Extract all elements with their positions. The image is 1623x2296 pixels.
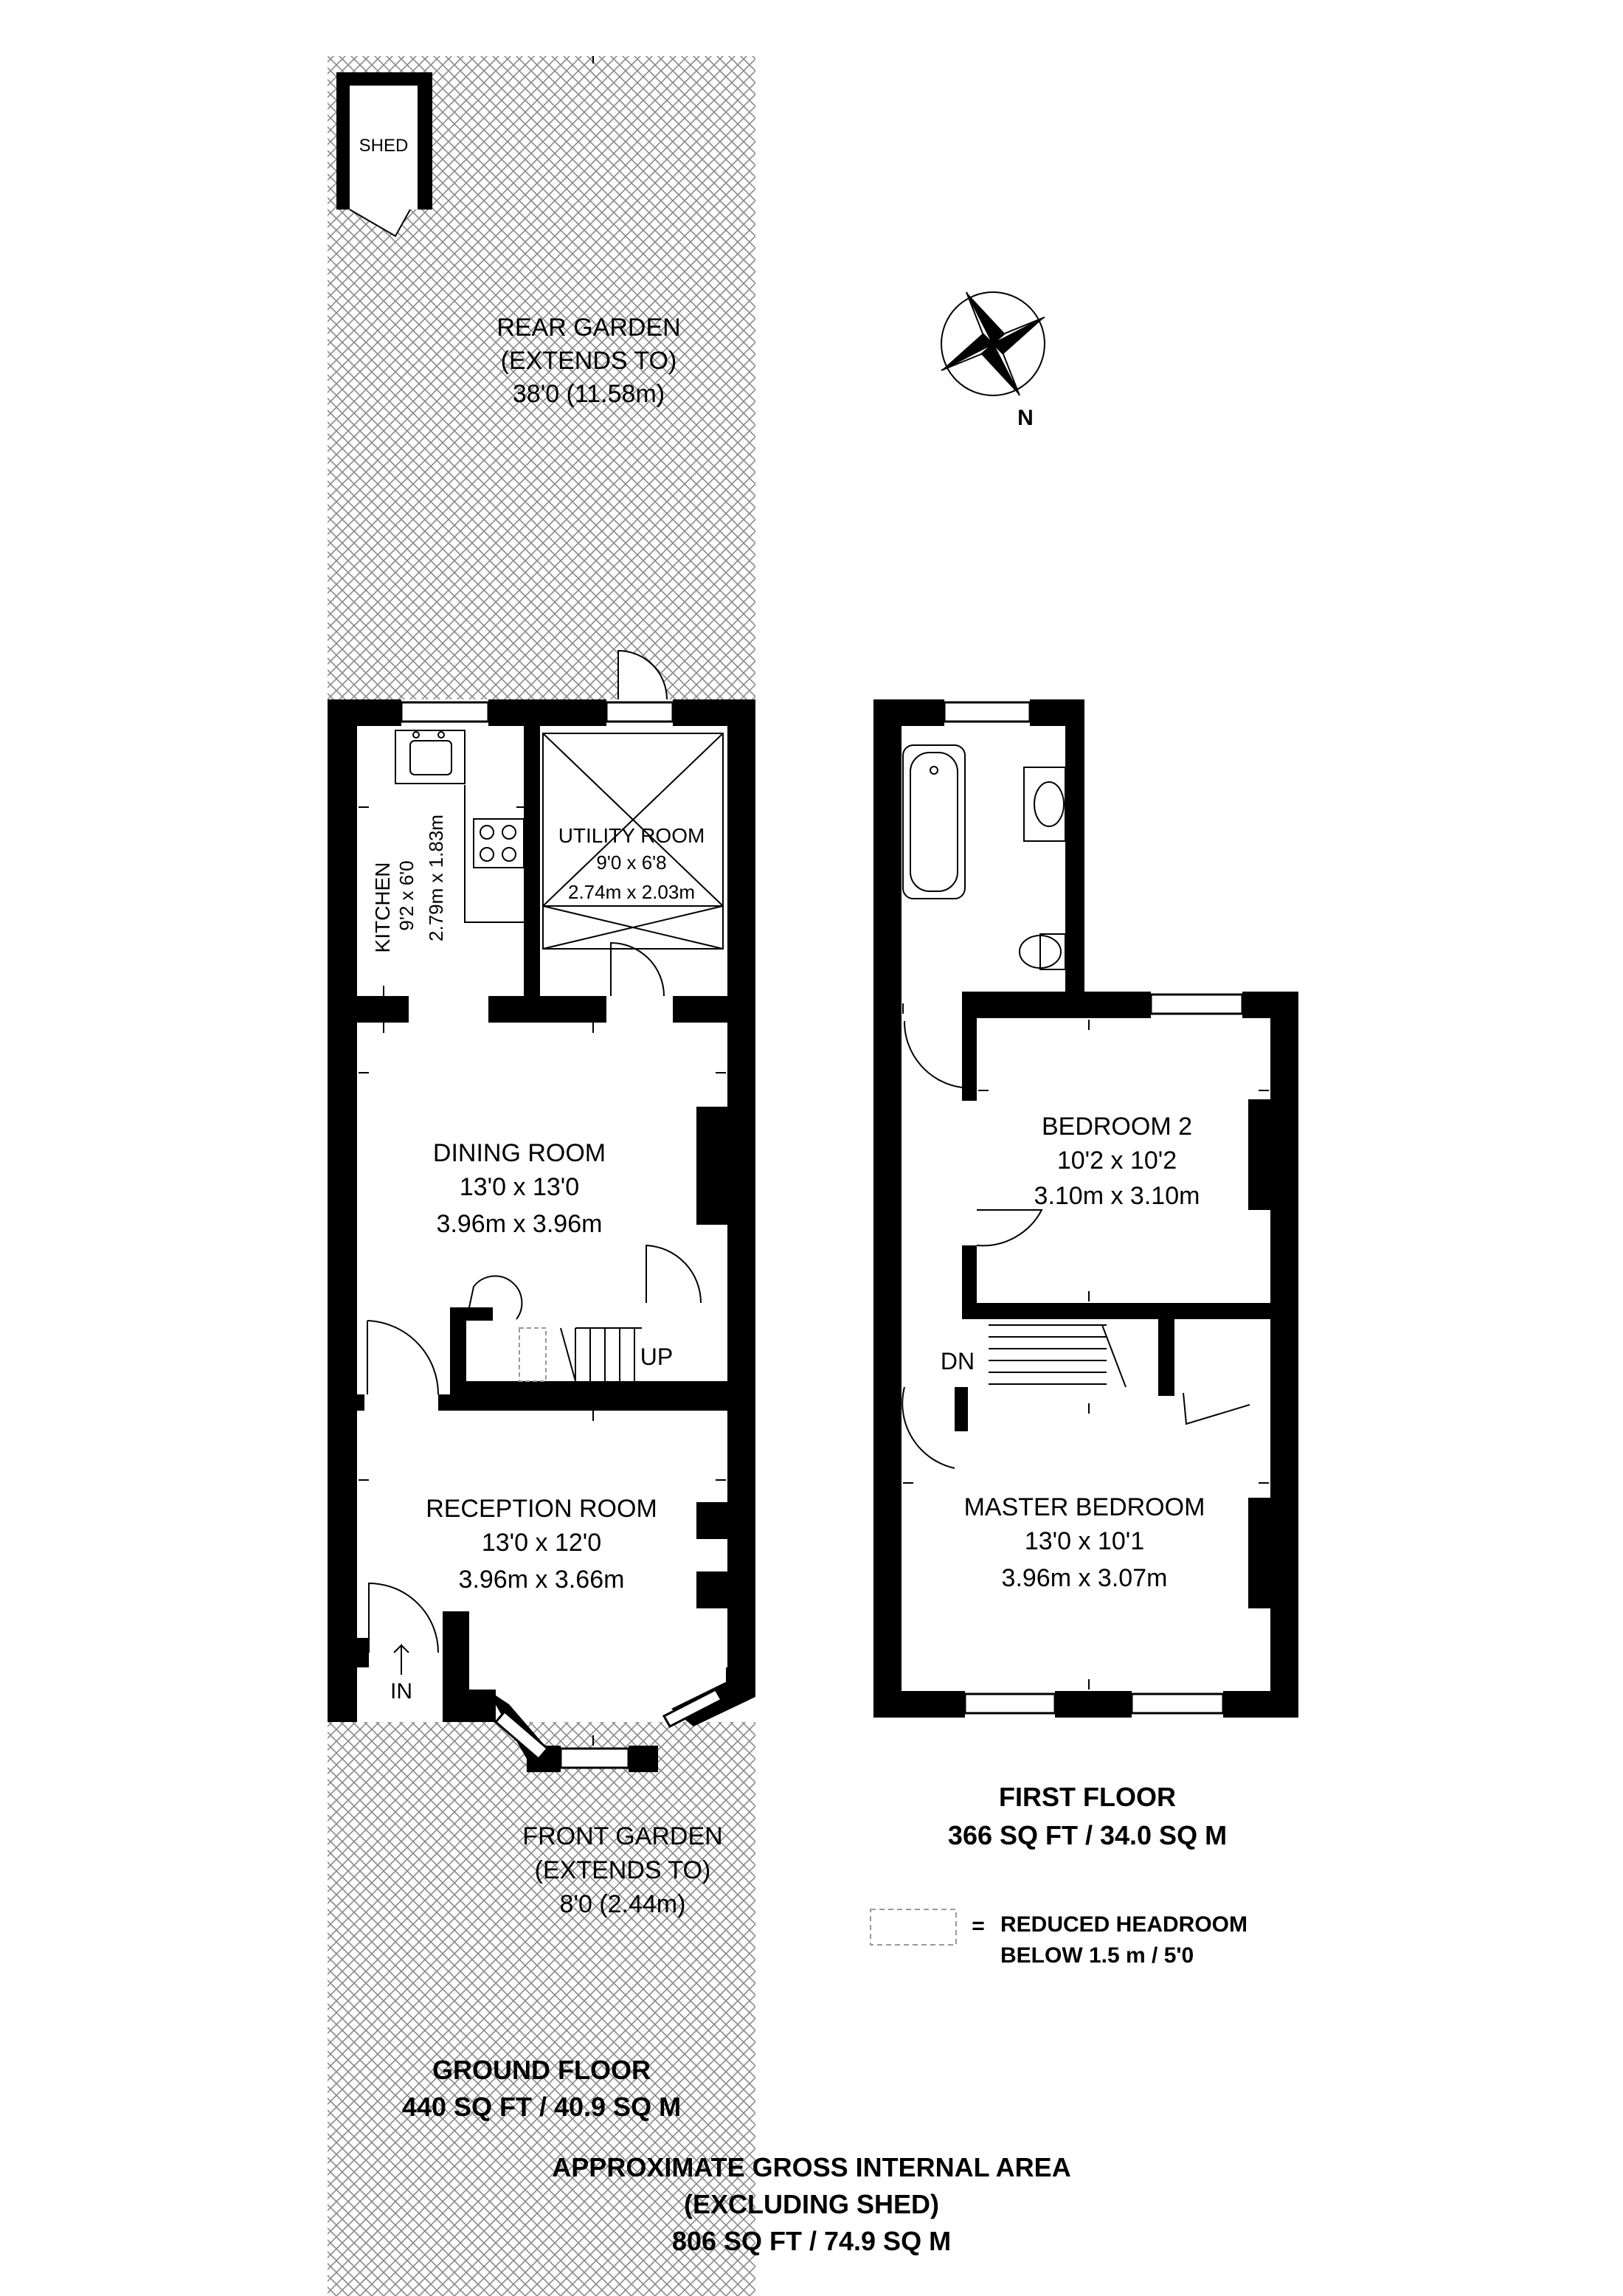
dining-room-metric: 3.96m x 3.96m: [436, 1210, 603, 1238]
bedroom-2-window: [1151, 995, 1242, 1014]
total-area-title: APPROXIMATE GROSS INTERNAL AREA: [552, 2152, 1071, 2182]
utility-room-metric: 2.74m x 2.03m: [568, 881, 695, 903]
shed-label: SHED: [359, 136, 409, 156]
reduced-headroom-swatch: [871, 1909, 956, 1945]
dining-room-label: DINING ROOM: [432, 1139, 606, 1167]
master-window-left: [965, 1694, 1055, 1713]
kitchen-metric: 2.79m x 1.83m: [425, 815, 447, 941]
reception-room-imperial: 13'0 x 12'0: [481, 1529, 602, 1557]
kitchen-window: [401, 702, 488, 722]
utility-window: [606, 702, 673, 722]
ground-floor-title: GROUND FLOOR: [432, 2055, 651, 2085]
dining-room-imperial: 13'0 x 13'0: [459, 1173, 580, 1201]
first-floor-area: 366 SQ FT / 34.0 SQ M: [947, 1820, 1228, 1850]
bedroom-2-metric: 3.10m x 3.10m: [1034, 1182, 1200, 1210]
legend-line-1: REDUCED HEADROOM: [1000, 1912, 1248, 1937]
front-garden-dimension: 8'0 (2.44m): [559, 1890, 686, 1918]
utility-room-imperial: 9'0 x 6'8: [596, 851, 667, 874]
compass-north-label: N: [1017, 406, 1034, 430]
total-area-value: 806 SQ FT / 74.9 SQ M: [671, 2226, 952, 2256]
bathroom-window: [944, 702, 1030, 722]
compass-icon: [941, 292, 1045, 395]
stairs-up-label: UP: [640, 1344, 674, 1370]
total-area-note: (EXCLUDING SHED): [683, 2189, 940, 2219]
ground-floor-area: 440 SQ FT / 40.9 SQ M: [401, 2092, 682, 2122]
front-garden-extends: (EXTENDS TO): [534, 1856, 711, 1884]
rear-garden-extends: (EXTENDS TO): [500, 347, 677, 375]
legend-line-2: BELOW 1.5 m / 5'0: [1000, 1943, 1194, 1968]
utility-room-label: UTILITY ROOM: [558, 824, 705, 847]
entrance-label: IN: [390, 1679, 412, 1704]
legend-equals: =: [972, 1914, 985, 1938]
bedroom-2-imperial: 10'2 x 10'2: [1056, 1147, 1177, 1175]
rear-garden-label: REAR GARDEN: [496, 314, 681, 342]
front-garden-label: FRONT GARDEN: [522, 1822, 723, 1850]
reception-room-metric: 3.96m x 3.66m: [458, 1566, 625, 1594]
kitchen-label: KITCHEN: [371, 862, 394, 953]
master-bedroom-label: MASTER BEDROOM: [963, 1493, 1205, 1521]
rear-garden-dimension: 38'0 (11.58m): [512, 380, 665, 408]
first-floor-title: FIRST FLOOR: [999, 1782, 1176, 1812]
stairs-down-label: DN: [940, 1348, 975, 1375]
master-bedroom-imperial: 13'0 x 10'1: [1024, 1527, 1145, 1555]
bay-window-front: [561, 1749, 629, 1768]
master-window-right: [1132, 1694, 1223, 1713]
kitchen-imperial: 9'2 x 6'0: [395, 860, 418, 931]
reception-room-label: RECEPTION ROOM: [426, 1495, 657, 1523]
bedroom-2-label: BEDROOM 2: [1041, 1113, 1193, 1141]
master-bedroom-metric: 3.96m x 3.07m: [1001, 1564, 1168, 1592]
